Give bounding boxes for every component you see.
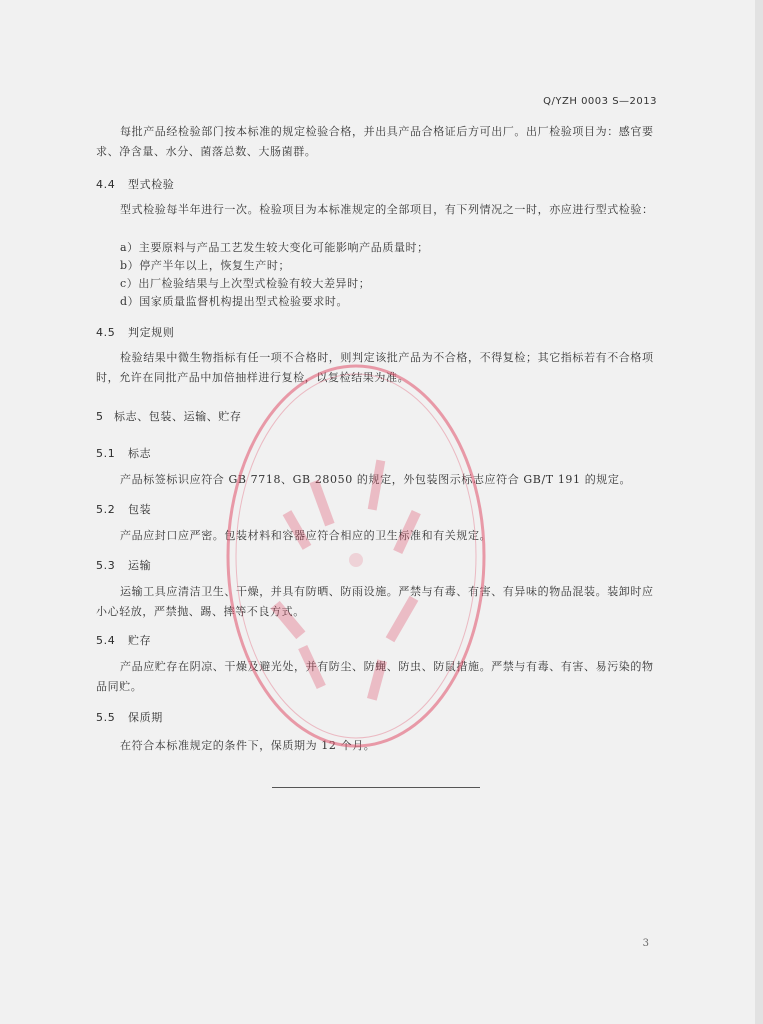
heading-5-3 [96, 557, 151, 573]
section-title: 运输 [128, 559, 152, 572]
transport-paragraph: 运输工具应清洁卫生、干燥，并具有防晒、防雨设施。严禁与有毒、有害、有异味的物品混装。装卸时应小心轻放，严禁抛、踢、摔等不良方式。 [96, 585, 654, 618]
heading-5-5 [96, 709, 163, 725]
section-title: 贮存 [128, 634, 152, 647]
section-title: 判定规则 [128, 326, 175, 339]
heading-5-1 [96, 445, 151, 461]
section-number: 4.5 [96, 326, 116, 339]
heading-5-2 [96, 501, 151, 517]
list-item-c: c）出厂检验结果与上次型式检验有较大差异时； [120, 277, 371, 290]
list-item-b: b）停产半年以上，恢复生产时； [120, 259, 291, 272]
page-edge [755, 0, 763, 1024]
section-number: 5.3 [96, 559, 116, 572]
type-inspection-paragraph: 型式检验每半年进行一次。检验项目为本标准规定的全部项目，有下列情况之一时，亦应进行型式检验： [120, 203, 654, 216]
list-item-d: d）国家质量监督机构提出型式检验要求时。 [120, 295, 349, 308]
section-title: 型式检验 [128, 178, 175, 191]
document-code: Q/YZH 0003 S—2013 [543, 96, 657, 107]
page-number: 3 [642, 938, 649, 949]
section-number: 5 [96, 410, 104, 423]
marking-paragraph: 产品标签标识应符合 GB 7718、GB 28050 的规定，外包装图示标志应符合 GB/T 191 的规定。 [120, 473, 632, 486]
section-title: 包装 [128, 503, 152, 516]
judgement-rules-paragraph: 检验结果中微生物指标有任一项不合格时，则判定该批产品为不合格，不得复检；其它指标若有不合格项时，允许在同批产品中加倍抽样进行复检，以复检结果为准。 [96, 351, 654, 384]
section-title: 保质期 [128, 711, 163, 724]
intro-paragraph: 每批产品经检验部门按本标准的规定检验合格，并出具产品合格证后方可出厂。出厂检验项目为：感官要求、净含量、水分、菌落总数、大肠菌群。 [96, 125, 654, 158]
section-title: 标志、包装、运输、贮存 [114, 410, 242, 423]
heading-5-4 [96, 632, 151, 648]
heading-4-5 [96, 324, 174, 340]
section-number: 5.1 [96, 447, 116, 460]
heading-5 [96, 408, 242, 424]
list-item-a: a）主要原料与产品工艺发生较大变化可能影响产品质量时； [120, 241, 429, 254]
section-number: 5.4 [96, 634, 116, 647]
section-title: 标志 [128, 447, 152, 460]
section-number: 5.2 [96, 503, 116, 516]
heading-4-4 [96, 176, 174, 192]
section-number: 4.4 [96, 178, 116, 191]
section-number: 5.5 [96, 711, 116, 724]
end-rule [272, 787, 480, 788]
packaging-paragraph: 产品应封口应严密。包装材料和容器应符合相应的卫生标准和有关规定。 [120, 529, 492, 542]
shelf-life-paragraph: 在符合本标准规定的条件下，保质期为 12 个月。 [120, 739, 376, 752]
storage-paragraph: 产品应贮存在阴凉、干燥及避光处，并有防尘、防蝇、防虫、防鼠措施。严禁与有毒、有害、易污染的物品同贮。 [96, 660, 654, 693]
